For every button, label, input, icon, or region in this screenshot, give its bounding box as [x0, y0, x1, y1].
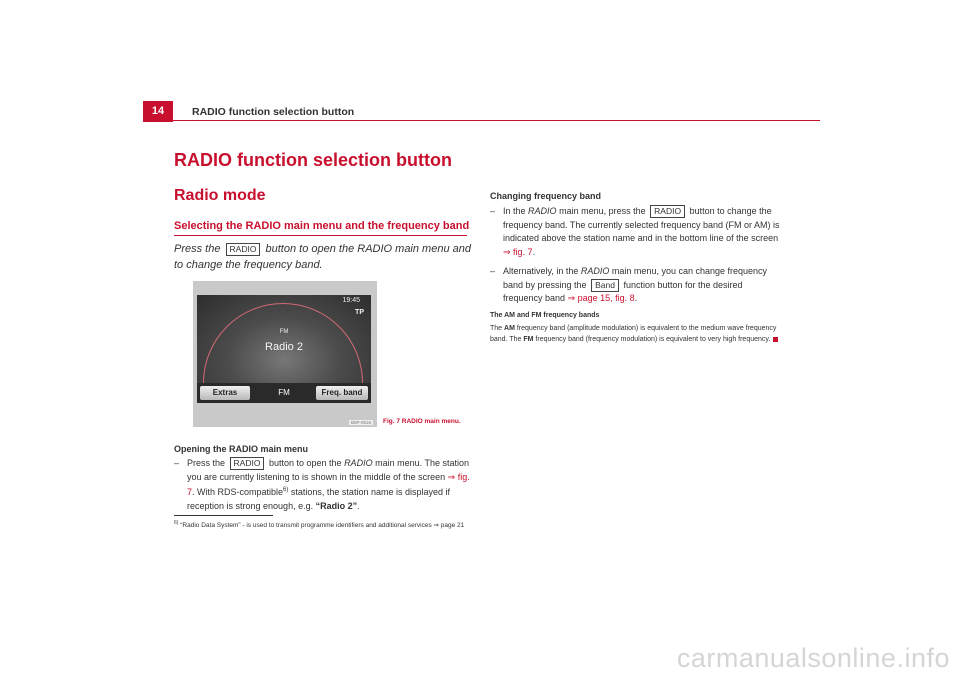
text-part: “Radio 2”	[315, 500, 358, 511]
footnote-ref: 6)	[283, 487, 289, 493]
text-part: Alternatively, in the	[503, 266, 579, 276]
text-part: .	[357, 500, 360, 511]
section-title: Radio mode	[174, 187, 266, 204]
text-part: main menu, press the	[559, 206, 646, 216]
screen-clock: 19:45	[342, 297, 360, 304]
watermark: carmanualsonline.info	[676, 643, 950, 673]
figure-caption: Fig. 7 RADIO main menu.	[383, 418, 461, 425]
text-part: FM	[523, 336, 534, 343]
footnote-mark: 6)	[174, 520, 179, 526]
end-of-section-marker	[773, 337, 778, 342]
text-part: button to open the	[268, 458, 342, 468]
footnote-rule	[174, 515, 273, 516]
list-dash: –	[174, 458, 180, 468]
text-part: RADIO	[528, 206, 557, 216]
bands-text	[490, 323, 780, 345]
subsection-title: Selecting the RADIO main menu and the frequency band	[174, 220, 470, 232]
screen-station-name: Radio 2	[265, 341, 303, 353]
text-part: .	[634, 293, 638, 303]
text-part: frequency band (frequency modulation) is equivalent to very high frequency.	[535, 336, 771, 343]
footnote	[174, 519, 469, 530]
figure-link[interactable]: ⇒ fig. 7	[187, 471, 470, 497]
text-part: button to change the frequency band. The currently selected frequency band (FM or AM) is indicated above the station name and in the bottom line of the screen	[503, 206, 780, 243]
footnote-text: “Radio Data System” - is used to transmit programme identifiers and additional services ⇒ page 21	[180, 522, 465, 530]
radio-key-label: RADIO	[226, 243, 261, 256]
running-header: RADIO function selection button	[192, 106, 355, 118]
freq-band-button[interactable]: Freq. band	[316, 386, 368, 400]
list-dash: –	[490, 266, 496, 276]
text-part: RADIO	[344, 458, 373, 468]
changing-item-2	[490, 265, 780, 306]
screen-band-status: FM	[278, 388, 290, 397]
page-link[interactable]: ⇒ page 15, fig. 8	[567, 293, 635, 303]
header-rule	[173, 120, 820, 121]
changing-item-1	[490, 205, 780, 259]
text-part: main menu. The station you are currently listening to is shown in the middle of the screen	[187, 458, 469, 482]
text-part: .	[532, 246, 536, 257]
text-part: In the	[503, 206, 526, 216]
changing-heading: Changing frequency band	[490, 191, 602, 201]
screen-bottom-bar	[197, 383, 371, 403]
text-part: main menu, you can change frequency band by pressing the	[503, 266, 768, 290]
list-dash: –	[490, 206, 496, 216]
chapter-title: RADIO function selection button	[174, 150, 452, 170]
text-part: function button for the desired frequency band	[503, 279, 743, 303]
text-part: frequency band (amplitude modulation) is equivalent to the medium wave frequency band. The	[490, 325, 777, 343]
page-number: 14	[143, 101, 173, 122]
screen-tp-indicator: TP	[355, 309, 364, 316]
text-part: . With RDS-compatible	[192, 487, 284, 497]
opening-heading: Opening the RADIO main menu	[174, 444, 309, 454]
radio-key-label: RADIO	[230, 457, 265, 470]
intro-text-part: button to open the RADIO main menu and to change the frequency band.	[174, 243, 471, 271]
radio-screen	[197, 295, 371, 403]
text-part: The	[490, 325, 503, 332]
text-part: Press the	[187, 458, 226, 468]
figure-code: B5P-0516	[350, 420, 371, 425]
text-part: RADIO	[580, 266, 610, 276]
bands-heading: The AM and FM frequency bands	[490, 312, 600, 319]
intro-text	[174, 241, 474, 273]
intro-text-part: Press the	[174, 243, 221, 255]
changing-list	[490, 205, 780, 306]
subsection-rule	[174, 235, 467, 236]
text-part: stations, the station name is displayed if reception is strong enough, e.g.	[187, 487, 450, 511]
opening-text	[174, 457, 472, 513]
extras-button[interactable]: Extras	[200, 386, 250, 400]
opening-item	[174, 457, 472, 513]
radio-menu-figure	[193, 281, 377, 427]
text-part: AM	[504, 325, 515, 332]
band-key-label: Band	[591, 279, 619, 292]
screen-band-label: FM	[279, 329, 289, 335]
figure-link[interactable]: ⇒ fig. 7	[503, 246, 533, 257]
radio-key-label: RADIO	[650, 205, 685, 218]
